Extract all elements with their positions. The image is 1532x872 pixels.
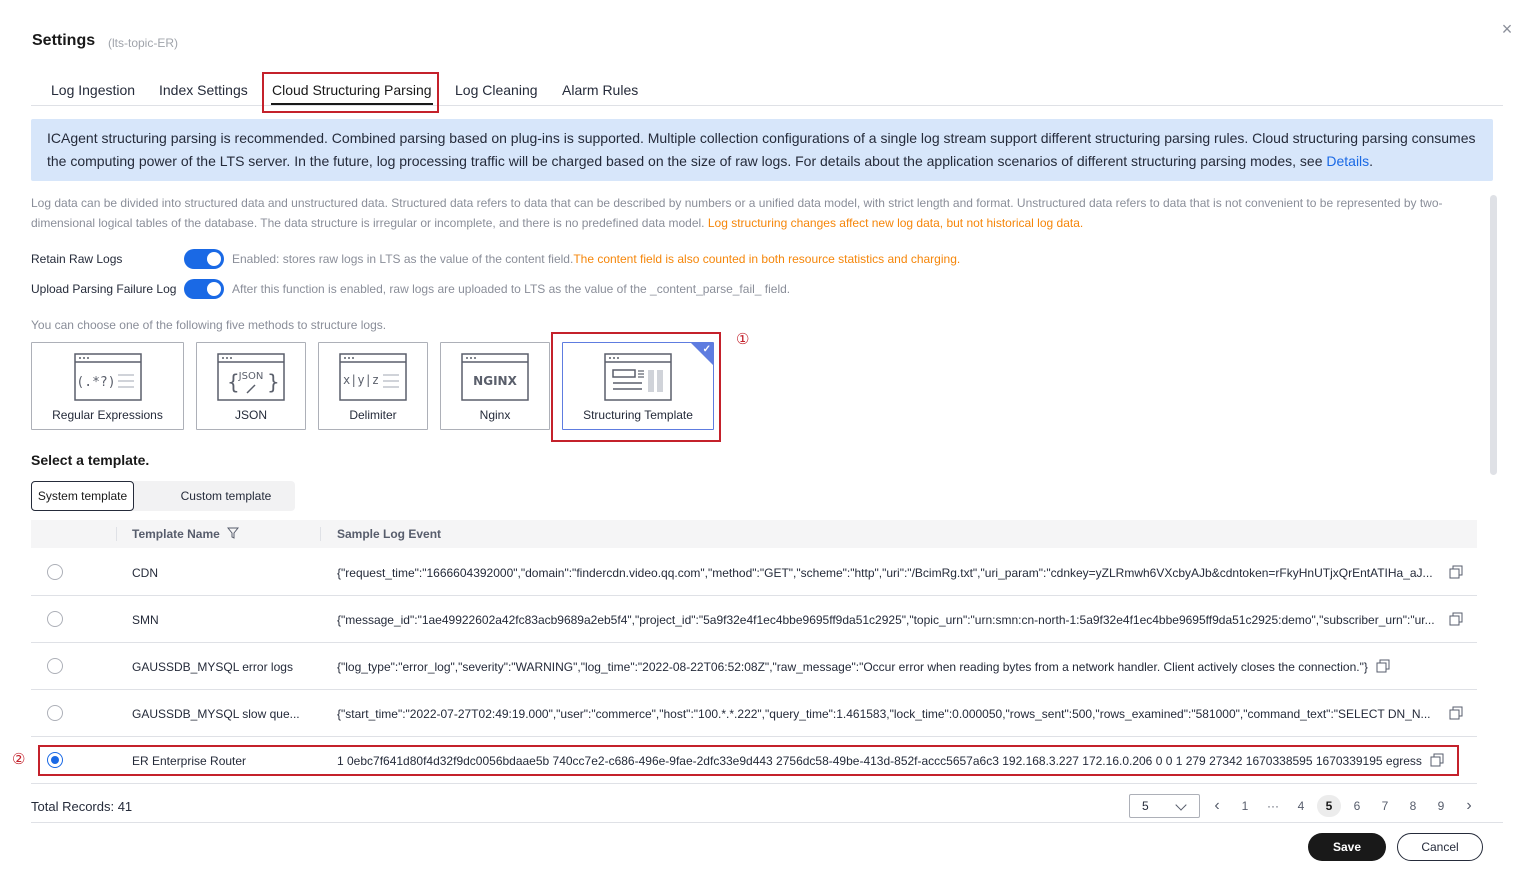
delimiter-icon — [339, 353, 407, 403]
method-card-delimiter[interactable]: x|y|z Delimiter — [318, 342, 428, 430]
page-4[interactable]: 4 — [1297, 799, 1305, 813]
info-banner: ICAgent structuring parsing is recommended. Combined parsing based on plug-ins is supported. Multiple collection configurations of a single log stream support different structuring parsing rules. Cloud structuring parsing consumes the computing power of the LTS server. In the future, log processing traffic will be charged based on the size of raw logs. For details about the application scenarios of different structuring parsing modes, see Details. — [31, 119, 1493, 181]
prev-page-button[interactable]: ‹ — [1214, 797, 1220, 814]
tab-bar — [31, 72, 1503, 106]
page-5-current[interactable]: 5 — [1317, 795, 1341, 817]
step-marker-1: ① — [736, 331, 750, 348]
banner-text: ICAgent structuring parsing is recommended. Combined parsing based on plug-ins is supported. Multiple collection configurations of a single log stream support different structuring parsing rules. Cloud structuring parsing consumes the computing power of the LTS server. In the future, log processing traffic will be charged based on the size of raw logs. For details about the application scenarios of different structuring parsing modes, see — [47, 130, 1476, 169]
check-icon: ✓ — [702, 344, 711, 355]
row-radio[interactable] — [47, 658, 63, 674]
upload-failure-log-switch[interactable] — [184, 279, 224, 299]
svg-text:NGINX: NGINX — [473, 374, 517, 388]
regex-icon — [74, 353, 142, 403]
select-template-heading: Select a template. — [31, 452, 150, 468]
table-row[interactable]: SMN {"message_id":"1ae49922602a42fc83acb9689a2eb5f4","project_id":"5a9f32e4f1ec4bbe9695ff9da51c2925","topic_urn":"urn:smn:cn-north-1:5a9f32e4f1ec4bbe9695ff9da51c2925:demo","subscriber_urn":"ur... — [31, 596, 1477, 643]
scrollbar[interactable] — [1490, 195, 1497, 475]
svg-text:{: { — [227, 370, 240, 394]
page-1[interactable]: 1 — [1241, 799, 1249, 813]
row-radio[interactable] — [47, 611, 63, 627]
cancel-button[interactable]: Cancel — [1397, 833, 1483, 861]
page-6[interactable]: 6 — [1353, 799, 1361, 813]
filter-icon[interactable] — [227, 527, 239, 539]
upload-failure-log-text: After this function is enabled, raw logs are uploaded to LTS as the value of the _content_parse_fail_ field. — [232, 282, 791, 296]
svg-text:}: } — [267, 370, 280, 394]
footer-divider — [31, 822, 1503, 823]
copy-icon[interactable] — [1449, 612, 1463, 626]
total-records: Total Records: 41 — [31, 799, 133, 814]
column-sample-log-event: Sample Log Event — [337, 527, 442, 541]
page-size-select[interactable]: 5 — [1129, 794, 1200, 818]
page-ellipsis[interactable]: ··· — [1267, 799, 1279, 813]
details-link[interactable]: Details — [1326, 153, 1370, 169]
method-card-structuring-template[interactable]: Structuring Template ✓ — [562, 342, 714, 430]
structuring-description: Log data can be divided into structured data and unstructured data. Structured data refers to data that can be described by numbers or a unified data model, with strict length and format. Unstructured data refers to data that is not convenient to be represented by two-dimensional logical tables of the database. The data structure is irregular or incomplete, and there is no predefined data model. Log structuring changes affect new log data, but not historical log data. — [31, 196, 1443, 230]
method-card-nginx[interactable]: NGINX Nginx — [440, 342, 550, 430]
dialog-title: Settings — [32, 32, 96, 49]
retain-raw-logs-label: Retain Raw Logs — [31, 252, 123, 266]
table-row-selected[interactable]: ER Enterprise Router 1 0ebc7f641d80f4d32f9dc0056bdaae5b 740cc7e2-c686-496e-9fae-2dfc33e9d443 2756dc58-49be-413d-852f-accc5657a6c3 192.168.3.227 172.16.0.206 0 0 1 279 27342 1670338595 1670339195 egress — [31, 737, 1477, 784]
copy-icon[interactable] — [1376, 659, 1390, 673]
description-warning: Log structuring changes affect new log data, but not historical log data. — [707, 216, 1084, 230]
copy-icon[interactable] — [1449, 706, 1463, 720]
save-button[interactable]: Save — [1308, 833, 1386, 861]
tab-alarm-rules[interactable]: Alarm Rules — [562, 82, 639, 98]
row-radio[interactable] — [47, 564, 63, 580]
table-row[interactable]: GAUSSDB_MYSQL error logs {"log_type":"error_log","severity":"WARNING","log_time":"2022-08-22T06:52:08Z","raw_message":"Occur error when reading bytes from a network handler. Client actively closes the connection."} — [31, 643, 1477, 690]
page-9[interactable]: 9 — [1437, 799, 1445, 813]
table-row[interactable]: CDN {"request_time":"1666604392000","domain":"findercdn.video.qq.com","method":"GET","scheme":"http","uri":"/BcimRg.txt","uri_param":"cdnkey=yZLRmwh6VXcbyAJb&cdntoken=rFkyHnUTjxQrEntATIHa_aJ... — [31, 549, 1477, 596]
svg-text:(.*?): (.*?) — [75, 375, 116, 390]
retain-raw-logs-text: Enabled: stores raw logs in LTS as the value of the content field.The content field is also counted in both resource statistics and charging. — [232, 252, 961, 266]
table-header — [31, 520, 1477, 548]
svg-text:JSON: JSON — [238, 371, 264, 382]
page-7[interactable]: 7 — [1381, 799, 1389, 813]
next-page-button[interactable]: › — [1466, 797, 1472, 814]
close-icon[interactable]: × — [1501, 19, 1513, 39]
system-template-button[interactable]: System template — [31, 481, 134, 511]
card-highlight-box — [551, 332, 721, 442]
page-8[interactable]: 8 — [1409, 799, 1417, 813]
tab-cloud-structuring-parsing[interactable]: Cloud Structuring Parsing — [272, 82, 432, 98]
tab-index-settings[interactable]: Index Settings — [159, 82, 248, 98]
template-type-switch — [31, 481, 295, 511]
chevron-down-icon — [1175, 799, 1186, 810]
upload-failure-log-label: Upload Parsing Failure Log — [31, 282, 177, 296]
dialog-subtitle: (lts-topic-ER) — [108, 36, 179, 50]
row-highlight-box — [38, 745, 1459, 776]
tab-log-ingestion[interactable]: Log Ingestion — [51, 82, 136, 98]
tab-highlight-box — [262, 72, 439, 113]
copy-icon[interactable] — [1449, 565, 1463, 579]
svg-text:x|y|z: x|y|z — [342, 373, 380, 387]
row-radio[interactable] — [47, 705, 63, 721]
column-template-name: Template Name — [132, 520, 239, 548]
retain-raw-logs-switch[interactable] — [184, 249, 224, 269]
tab-log-cleaning[interactable]: Log Cleaning — [455, 82, 538, 98]
json-icon — [217, 353, 285, 403]
method-card-regex[interactable]: (.*?) Regular Expressions — [31, 342, 184, 430]
table-row[interactable]: GAUSSDB_MYSQL slow que... {"start_time":"2022-07-27T02:49:19.000","user":"commerce","host":"100.*.*.222","query_time":1.461583,"lock_time":0.000050,"rows_sent":500,"rows_examined":"581000","command_text":"SELECT DN_N... — [31, 690, 1477, 737]
method-card-json[interactable]: { JSON } JSON — [196, 342, 306, 430]
step-marker-2: ② — [12, 751, 26, 768]
custom-template-button[interactable]: Custom template — [180, 489, 272, 503]
methods-intro: You can choose one of the following five methods to structure logs. — [31, 318, 387, 332]
nginx-icon — [461, 353, 529, 403]
